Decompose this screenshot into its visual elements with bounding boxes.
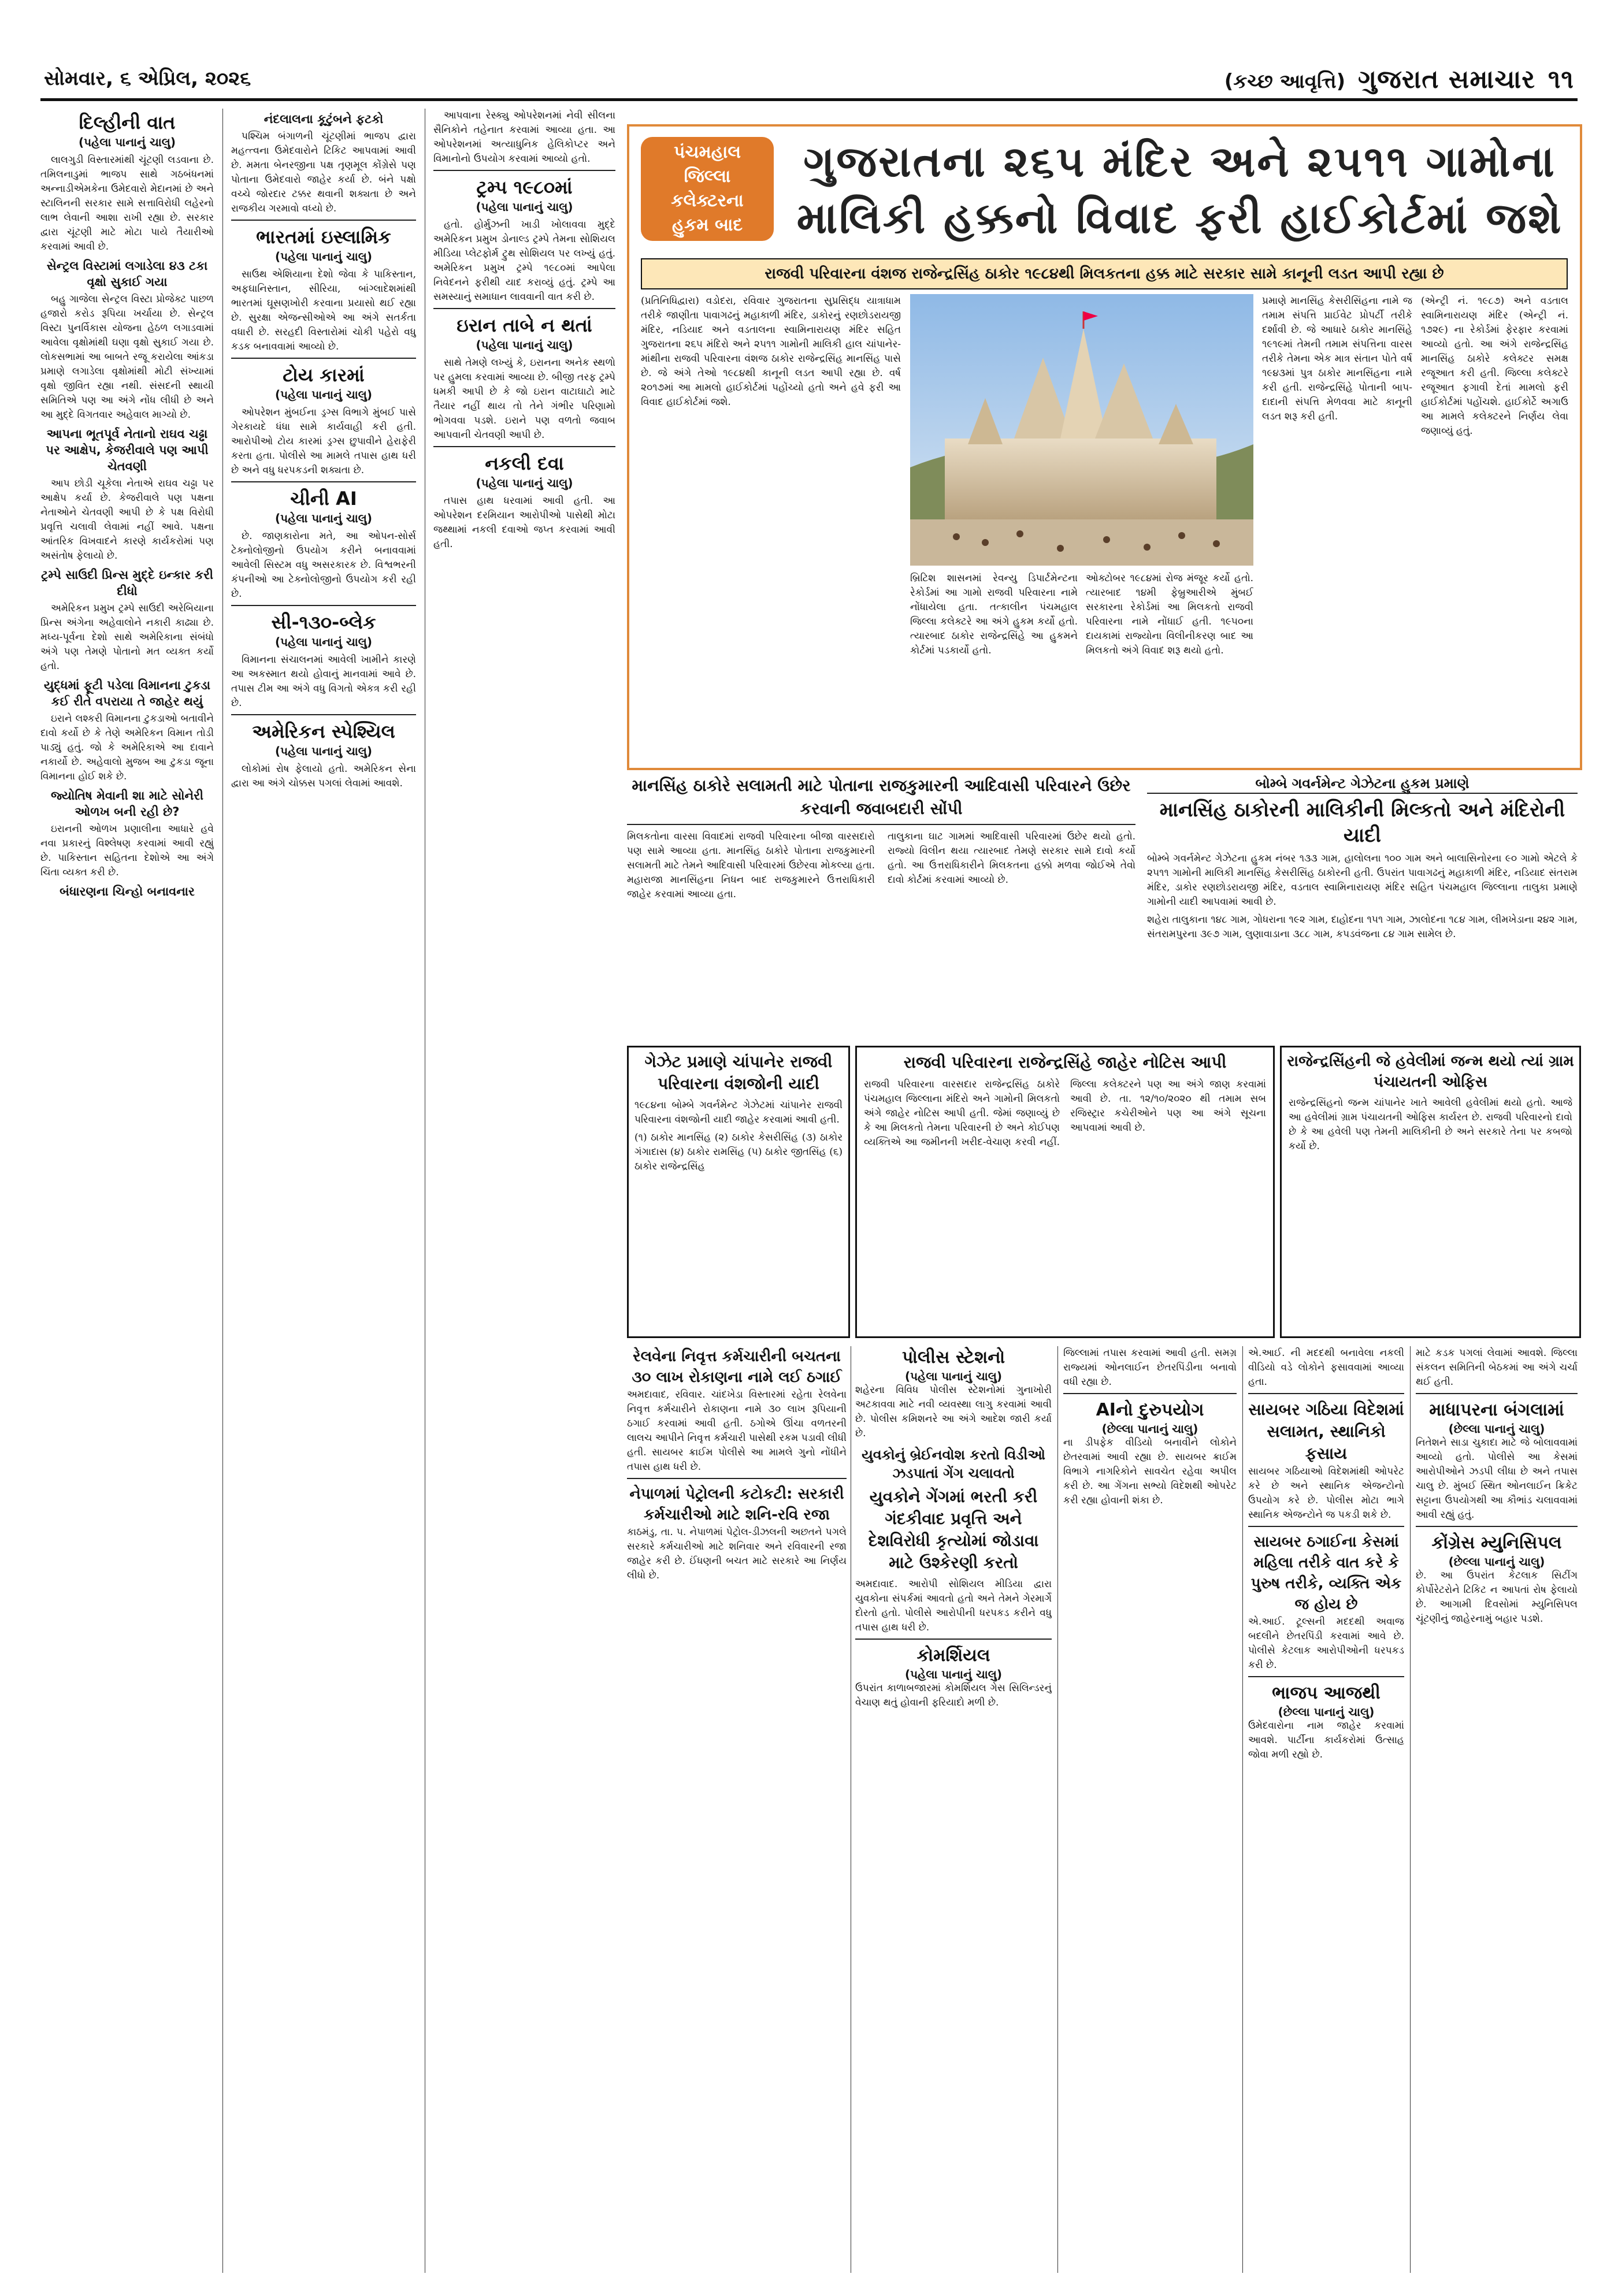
office-box	[1280, 1046, 1581, 1338]
box-text	[1147, 852, 1578, 942]
article-text: ઇરાનની ઓળખ પ્રણાલીના આધારે હવે નવા પ્રકારનું વિશ્લેષણ કરવામાં આવી રહ્યું છે. પાકિસ્તાન સહિતના દેશોએ આ અંગે ચિંતા વ્યક્ત કરી છે.	[40, 823, 214, 878]
divider	[231, 358, 416, 359]
article-text: લાલગુડી વિસ્તારમાંથી ચૂંટણી લડવાના છે. તમિલનાડુમાં ભાજપ સાથે ગઠબંધનમાં અન્નાડીએમકેના ઉમેદવારો મેદાનમાં છે અને સ્ટાલિનની સરકાર સામે સત્તાવિરોધી લહેરનો લાભ લેવાની આશા રાખી રહ્યા છે. સરકાર દ્વારા ચૂંટણી માટે મોટા પાયે તૈયારીઓ કરવામાં આવી છે.	[40, 154, 214, 252]
section-title: પોલીસ સ્ટેશનો	[901, 1347, 1005, 1368]
section-title: AIનો દુરુપયોગ	[1096, 1400, 1204, 1420]
divider	[1416, 1393, 1578, 1394]
lower-column-d	[1248, 1346, 1404, 2273]
article-heading: નેપાળમાં પેટ્રોલની કટોકટી: સરકારી કર્મચારીઓ માટે શનિ-રવિ રજા	[629, 1485, 844, 1524]
box-title: ગેઝેટ પ્રમાણે ચાંપાનેર રાજવી પરિવારના વંશજોની યાદી	[644, 1052, 833, 1093]
section-title: સી-૧૩૦-બ્લેક	[271, 611, 376, 633]
divider	[1248, 1526, 1404, 1527]
continued-label: (પહેલા પાનાનું ચાલુ)	[274, 635, 373, 649]
article-text: પ્રમાણે માનસિંહ કેસરીસિંહના નામે જ તમામ સંપત્તિ પ્રાઈવેટ પ્રોપર્ટી તરીકે દર્શાવી છે. જે આધારે ઠાકોર માનસિંહે ૧૯૧૯માં તેમની તમામ સંપત્તિના વારસ તરીકે તેમના એક માત્ર સંતાન પોતે વર્ષ ૧૯૪૩માં પુત્ર ઠાકોર માનસિંહના નામે કરી હતી. રાજેન્દ્રસિંહે પોતાની બાપ-દાદાની સંપત્તિ મેળવવા માટે કાનૂની લડત શરૂ કરી હતી.	[1262, 295, 1412, 422]
box-text	[1282, 1096, 1579, 1154]
article-heading: યુવકોને ગેંગમાં ભરતી કરી ગંદકીવાદ પ્રવૃત્તિ અને દેશવિરોધી કૃત્યોમાં જોડાવા માટે ઉશ્કેરણી કરતો	[868, 1487, 1039, 1572]
section-title: નકલી દવા	[485, 452, 564, 474]
article-text: આપવાના રેસ્ક્યુ ઓપરેશનમાં નેવી સીલના સૈનિકોને તહેનાત કરવામાં આવ્યા હતા. આ ઓપરેશનમાં અત્યાધુનિક હેલિકોપ્ટર અને વિમાનોનો ઉપયોગ કરવામાં આવ્યો હતો.	[433, 110, 615, 165]
notice-box	[855, 1046, 1275, 1338]
section-title: માધાપરના બંગલામાં	[1429, 1400, 1564, 1420]
continued-label: (છેલ્લા પાનાનું ચાલુ)	[1448, 1555, 1545, 1569]
property-list-box	[1147, 774, 1578, 1034]
article-text: સાયબર ગઠિયાઓ વિદેશમાંથી ઓપરેટ કરે છે અને સ્થાનિક એજન્ટોનો ઉપયોગ કરે છે. પોલીસ મોટા ભાગે સ્થાનિક એજન્ટોને જ પકડી શકે છે.	[1248, 1466, 1404, 1521]
article-heading: જ્યોતિષ મેવાની શા માટે સોનેરી ઓળખ બની રહી છે?	[50, 789, 204, 819]
article-heading: ટ્રમ્પે સાઉદી પ્રિન્સ મુદ્દે ઇન્કાર કરી દીધો	[41, 568, 213, 598]
continued-label: (પહેલા પાનાનું ચાલુ)	[78, 135, 176, 149]
headline-line: ગુજરાતના ૨૬૫ મંદિર અને ૨૫૧૧ ગામોના	[803, 137, 1556, 187]
column-divider	[1410, 1346, 1411, 2273]
article-text: લોકોમાં રોષ ફેલાયો હતો. અમેરિકન સેના દ્વારા આ અંગે ચોક્કસ પગલાં લેવામાં આવશે.	[231, 763, 416, 789]
article-text: અમેરિકન પ્રમુખ ટ્રમ્પે સાઉદી અરેબિયાના પ્રિન્સ અંગેના અહેવાલોને નકારી કાઢ્યા છે. મધ્ય-પૂર્વના દેશો સાથે અમેરિકાના સંબંધો અંગે પણ તેમણે પોતાનો મત વ્યક્ત કર્યો હતો.	[40, 603, 214, 672]
section-title: ટોય કારમાં	[283, 364, 365, 386]
article-text: તપાસ હાથ ધરવામાં આવી હતી. આ ઓપરેશન દરમિયાન આરોપીઓ પાસેથી મોટા જથ્થામાં નકલી દવાઓ જપ્ત કરવામાં આવી હતી.	[433, 495, 615, 550]
article-text: સાથે તેમણે લખ્યું કે, ઇરાનના અનેક સ્થળો પર હુમલા કરવામાં આવ્યા છે. બીજી તરફ ટ્રમ્પે ધમકી આપી છે કે જો ઇરાન વાટાઘાટો માટે તૈયાર નહીં થાય તો તેને ગંભીર પરિણામો ભોગવવા પડશે. ઇરાને પણ વળતો જવાબ આપવાની ચેતવણી આપી છે.	[433, 357, 615, 441]
masthead	[40, 61, 1578, 101]
badge-line: હુકમ બાદ	[671, 215, 743, 235]
section-title: કોમર્શિયલ	[916, 1645, 990, 1666]
article-text: જિલ્લામાં તપાસ કરવામાં આવી હતી. સમગ્ર રાજ્યમાં ઓનલાઈન છેતરપિંડીના બનાવો વધી રહ્યા છે.	[1063, 1347, 1237, 1388]
continued-label: (પહેલા પાનાનું ચાલુ)	[476, 200, 573, 214]
divider	[1063, 1393, 1237, 1394]
continued-label: (પહેલા પાનાનું ચાલુ)	[476, 476, 573, 490]
lead-headline	[791, 133, 1568, 247]
article-heading: રેલવેના નિવૃત્ત કર્મચારીની બચતના ૩૦ લાખ રોકાણના નામે લઈ ઠગાઈ	[632, 1348, 842, 1386]
box-title: રાજવી પરિવારના રાજેન્દ્રસિંહે જાહેર નોટિસ આપી	[903, 1053, 1227, 1072]
article-text: ના ડીપફેક વીડિયો બનાવીને લોકોને છેતરવામાં આવી રહ્યા છે. સાયબર ક્રાઈમ વિભાગે નાગરિકોને સાવચેત રહેવા અપીલ કરી છે. આ ગેંગના સભ્યો વિદેશથી ઓપરેટ કરી રહ્યા હોવાની શંકા છે.	[1063, 1437, 1237, 1506]
badge-line: જિલ્લા	[684, 166, 731, 187]
section-title: અમેરિકન સ્પેશ્યિલ	[252, 720, 395, 742]
article-text: ઓક્ટોબર ૧૯૮૪માં રોજ મંજૂર કર્યો હતો. ત્યારબાદ ૧૪મી ફેબ્રુઆરીએ મુંબઈ સરકારના રેકોર્ડમાં આ મિલકતો રાજવી પરિવારના નામે નોંધાઈ હતી. ૧૯૫૦ના દાયકામાં રાજ્યોના વિલીનીકરણ બાદ આ મિલકતો અંગે વિવાદ શરૂ થયો હતો.	[1086, 573, 1253, 656]
article-text: રાજેન્દ્રસિંહનો જન્મ ચાંપાનેર ખાતે આવેલી હવેલીમાં થયો હતો. આજે આ હવેલીમાં ગ્રામ પંચાયતની ઓફિસ કાર્યરત છે. રાજવી પરિવારનો દાવો છે કે આ હવેલી પણ તેમની માલિકીની છે અને સરકારે તેના પર કબજો કર્યો છે.	[1289, 1097, 1572, 1152]
article-text: એ.આઈ. ની મદદથી બનાવેલા નકલી વીડિયો વડે લોકોને ફસાવવામાં આવ્યા હતા.	[1248, 1347, 1404, 1388]
article-text: બોમ્બે ગવર્નમેન્ટ ગેઝેટના હુકમ નંબર ૧૩૩ ગામ, હાલોલના ૧૦૦ ગામ અને બાલાસિનોરના ૯૦ ગામો એટલે કે ૨૫૧૧ ગામોની માલિકી માનસિંહ કેસરીસિંહ ઠાકોરની હતી. ઉપરાંત પાવાગઢનું મહાકાળી મંદિર, નડિયાદ સંતરામ મંદિર, ડાકોર રણછોડરાયજી મંદિર, વડતાલ સ્વામિનારાયણ મંદિર સહિત પંચમહાલ જિલ્લાના તાલુકા પ્રમાણે ગામોની યાદી આપવામાં આવી છે.	[1147, 853, 1578, 908]
article-heading: નંદલાલના કૂટુંબને ફટકો	[264, 112, 384, 126]
box-text	[857, 1078, 1273, 1150]
box-title: રાજેન્દ્રસિંહની જે હવેલીમાં જન્મ થયો ત્યાં ગ્રામ પંચાયતની ઓફિસ	[1287, 1053, 1574, 1091]
continued-label: (પહેલા પાનાનું ચાલુ)	[274, 250, 373, 263]
divider	[1248, 1393, 1404, 1394]
article-text: હતો. હોર્મુઝની ખાડી ખોલાવવા મુદ્દે અમેરિકન પ્રમુખ ડોનાલ્ડ ટ્રમ્પે તેમના સોશિયલ મીડિયા પ્લેટફોર્મ ટ્રુથ સોશિયલ પર લખ્યું હતું. અમેરિકન પ્રમુખ ટ્રમ્પે ૧૯૮૦માં આપેલા નિવેદનને ફરીથી યાદ કરાવ્યું હતું. ટ્રમ્પે આ સમસ્યાનું સમાધાન લાવવાની વાત કરી છે.	[433, 219, 615, 303]
article-heading: સેન્ટ્રલ વિસ્ટામાં લગાડેલા ૪૩ ટકા વૃક્ષો સુકાઈ ગયા	[46, 259, 208, 289]
divider	[433, 308, 615, 309]
article-text: ૧૯૮૪ના બોમ્બે ગવર્નમેન્ટ ગેઝેટમાં ચાંપાનેર રાજવી પરિવારના વંશજોની યાદી જાહેર કરવામાં આવી હતી.	[634, 1099, 843, 1125]
article-text: આપ છોડી ચૂકેલા નેતાએ રાઘવ ચઢ્ઢા પર આક્ષેપ કર્યા છે. કેજરીવાલે પણ પક્ષના નેતાઓને ચેતવણી આપી છે કે પક્ષ વિરોધી પ્રવૃત્તિ ચલાવી લેવામાં નહીં આવે. પક્ષના આંતરિક વિખવાદને કારણે કાર્યકરોમાં પણ અસંતોષ ફેલાયો છે.	[40, 478, 214, 562]
divider	[1248, 1676, 1404, 1677]
section-title: કોંગ્રેસ મ્યુનિસિપલ	[1431, 1533, 1562, 1553]
article-text: કાઠમંડુ, તા. ૫. નેપાળમાં પેટ્રોલ-ડીઝલની અછતને પગલે સરકારે કર્મચારીઓ માટે શનિવાર અને રવિવારની રજા જાહેર કરી છે. ઈંધણની બચત માટે સરકારે આ નિર્ણય લીધો છે.	[627, 1526, 847, 1581]
paper-title: ગુજરાત સમાચાર	[1358, 65, 1536, 94]
article-text: (૧) ઠાકોર માનસિંહ (૨) ઠાકોર કેસરીસિંહ (૩) ઠાકોર ગંગાદાસ (૪) ઠાકોર રામસિંહ (૫) ઠાકોર જીતસિંહ (૬) ઠાકોર રાજેન્દ્રસિંહ	[634, 1132, 843, 1172]
gazette-box	[627, 1046, 850, 1338]
column-3	[433, 109, 615, 2273]
divider	[433, 170, 615, 171]
box-label: બોમ્બે ગવર્નમેન્ટ ગેઝેટના હુકમ પ્રમાણે	[1147, 774, 1578, 794]
divider	[231, 714, 416, 715]
article-heading: યુદ્ધમાં ફૂટી પડેલા વિમાનના ટુકડા કઈ રીતે વપરાયા તે જાહેર થયું	[43, 678, 211, 708]
box-text	[629, 1098, 848, 1174]
article-text: બહુ ગાજેલા સેન્ટ્રલ વિસ્ટા પ્રોજેક્ટ પાછળ હજારો કરોડ રૂપિયા ખર્ચાયા છે. સેન્ટ્રલ વિસ્ટા પુનર્વિકાસ યોજના હેઠળ લગાડવામાં આવેલા વૃક્ષોમાંથી ઘણા વૃક્ષો સુકાઈ ગયા છે. લોકસભામાં આ બાબતે રજૂ કરાયેલા આંકડા પ્રમાણે લગાડેલા વૃક્ષોમાંથી મોટી સંખ્યામાં વૃક્ષો જીવિત રહ્યા નથી. સંસદની સ્થાયી સમિતિએ પણ આ અંગે નોંધ લીધી છે અને આ મુદ્દે વિગતવાર અહેવાલ માગ્યો છે.	[40, 293, 214, 421]
section-title: ઇરાન તાબે ન થતાં	[457, 314, 592, 336]
column-divider	[222, 109, 223, 2273]
section-title: સાયબર ગઠિયા વિદેશમાં સલામત, સ્થાનિકો ફસાય	[1248, 1400, 1404, 1463]
divider	[231, 481, 416, 482]
section-title: ભારતમાં ઇસ્લામિક	[256, 226, 391, 248]
story-column	[641, 294, 901, 762]
article-text: બ્રિટિશ શાસનમાં રેવન્યુ ડિપાર્ટમેન્ટના રેકોર્ડમાં આ ગામો રાજવી પરિવારના નામે નોંધાયેલા હતા. તત્કાલીન પંચમહાલ જિલ્લા કલેક્ટરે આ અંગે હુકમ કર્યો હતો. ત્યારબાદ ઠાકોર રાજેન્દ્રસિંહે આ હુકમને કોર્ટમાં પડકાર્યો હતો.	[910, 573, 1078, 656]
column-divider	[1242, 1346, 1243, 2273]
sidebar-story	[627, 774, 1135, 1034]
story-badge	[641, 137, 774, 241]
article-text: માટે કડક પગલાં લેવામાં આવશે. જિલ્લા સંકલન સમિતિની બેઠકમાં આ અંગે ચર્ચા થઈ હતી.	[1416, 1347, 1578, 1388]
article-text: ઉપરાંત કાળાબજારમાં કોમર્શિયલ ગેસ સિલિન્ડરનું વેચાણ થતું હોવાની ફરિયાદો મળી છે.	[855, 1682, 1052, 1708]
article-text: છે. જાણકારોના મતે, આ ઓપન-સોર્સ ટેક્નોલોજીનો ઉપયોગ કરીને બનાવવામાં આવેલી સિસ્ટમ વધુ અસરકારક છે. વિશ્વભરની કંપનીઓ આ ટેક્નોલોજીનો ઉપયોગ કરી રહી છે.	[231, 530, 416, 600]
badge-line: પંચમહાલ	[673, 142, 741, 162]
lead-subheadline: રાજવી પરિવારના વંશજ રાજેન્દ્રસિંહ ઠાકોર ૧૯૮૪થી મિલકતના હક્ક માટે સરકાર સામે કાનૂની લડત આપી રહ્યા છે	[641, 258, 1568, 289]
column-2	[231, 109, 416, 2273]
article-text: તાલુકાના ઘાટ ગામમાં આદિવાસી પરિવારમાં ઉછેર થયો હતો. રાજ્યો વિલીન થયા ત્યારબાદ તેમણે સરકાર સામે દાવો કર્યો હતો. આ ઉત્તરાધિકારીને મિલકતના હક્કો મળવા જોઈએ તેવો દાવો કોર્ટમાં કરવામાં આવ્યો છે.	[888, 831, 1135, 886]
article-text: સાઉથ એશિયાના દેશો જેવા કે પાકિસ્તાન, અફઘાનિસ્તાન, સીરિયા, બાંગ્લાદેશમાંથી ભારતમાં ઘૂસણખોરી કરવાના પ્રયાસો થઈ રહ્યા છે. સુરક્ષા એજન્સીઓએ આ અંગે સતર્કતા વધારી છે. સરહદી વિસ્તારોમાં ચોકી પહેરો વધુ કડક બનાવવામાં આવ્યો છે.	[231, 269, 416, 352]
article-heading: આપના ભૂતપૂર્વ નેતાનો રાઘવ ચઢ્ઢા પર આક્ષેપ, કેજરીવાલે પણ આપી ચેતવણી	[46, 427, 209, 473]
article-text: છે. આ ઉપરાંત કેટલાક સિટીંગ કોર્પોરેટરોને ટિકિટ ન આપતાં રોષ ફેલાયો છે. આગામી દિવસોમાં મ્યુનિસિપલ ચૂંટણીનું જાહેરનામું બહાર પડશે.	[1416, 1570, 1578, 1625]
section-title: ચીની AI	[290, 488, 357, 510]
section-title: ભાજપ આજથી	[1272, 1683, 1381, 1703]
article-text: વિમાનના સંચાલનમાં આવેલી ખામીને કારણે આ અકસ્માત થયો હોવાનું માનવામાં આવે છે. તપાસ ટીમ આ અંગે વધુ વિગતો એકત્ર કરી રહી છે.	[231, 654, 416, 709]
headline-line: માલિકી હક્કનો વિવાદ ફરી હાઈકોર્ટમાં જશે	[796, 194, 1563, 243]
article-text: (એન્ટ્રી નં. ૧૯૮૭) અને વડતાલ સ્વામિનારાયણ મંદિર (એન્ટ્રી નં. ૧૭૨૯) ના રેકોર્ડમાં ફેરફાર કરવામાં આવ્યો હતો. આ અંગે રાજેન્દ્રસિંહ માનસિંહ ઠાકોરે કલેક્ટર સમક્ષ રજૂઆત કરી હતી. જિલ્લા કલેક્ટરે રજૂઆત ફગાવી દેતાં મામલો ફરી હાઈકોર્ટમાં પહોંચશે. હાઈકોર્ટે અગાઉ આ મામલે કલેક્ટરને નિર્ણય લેવા જણાવ્યું હતું.	[1421, 295, 1568, 437]
divider	[855, 1639, 1052, 1640]
continued-label: (પહેલા પાનાનું ચાલુ)	[274, 511, 373, 525]
column-divider	[1057, 1346, 1058, 2273]
divider	[433, 446, 615, 447]
article-text: (પ્રતિનિધિદ્વારા) વડોદરા, રવિવાર ગુજરાતના સુપ્રસિદ્ધ યાત્રાધામ તરીકે જાણીતા પાવાગઢનું મહાકાળી મંદિર, ડાકોરનું રણછોડરાયજી મંદિર, નડિયાદ અને વડતાલના સ્વામિનારાયણ મંદિર સહિત ગુજરાતના ૨૬૫ મંદિરો અને ૨૫૧૧ ગામોની માલિકી હાલ ચાંપાનેર-માંથીના રાજવી પરિવારના વંશજ ઠાકોર રાજેન્દ્રસિંહ માનસિંહ પાસે છે. જે અંગે તેઓ ૧૯૮૪થી કાનૂની લડત આપી રહ્યા છે. વર્ષ ૨૦૧૭માં આ મામલો હાઈકોર્ટમાં પહોંચ્યો હતો અને હવે ફરી આ વિવાદ હાઈકોર્ટમાં જશે.	[641, 295, 901, 408]
divider	[231, 220, 416, 221]
article-text: ઉમેદવારોના નામ જાહેર કરવામાં આવશે. પાર્ટીના કાર્યકરોમાં ઉત્સાહ જોવા મળી રહ્યો છે.	[1248, 1720, 1404, 1760]
masthead-right	[1224, 65, 1574, 94]
article-text: શહેરના વિવિધ પોલીસ સ્ટેશનોમાં ગુનાખોરી અટકાવવા માટે નવી વ્યવસ્થા લાગુ કરવામાં આવી છે. પોલીસ કમિશનરે આ અંગે આદેશ જારી કર્યા છે.	[855, 1384, 1052, 1439]
continued-label: (છેલ્લા પાનાનું ચાલુ)	[1448, 1422, 1545, 1436]
section-title: દિલ્હીની વાત	[79, 112, 176, 133]
article-text: મિલકતોના વારસા વિવાદમાં રાજવી પરિવારના બીજા વારસદારો પણ સામે આવ્યા હતા. માનસિંહ ઠાકોરે પોતાના રાજકુમારની સલામતી માટે તેમને આદિવાસી પરિવારમાં ઉછેરવા મોકલ્યા હતા. મહારાજા માનસિંહના નિધન બાદ રાજકુમારને ઉત્તરાધિકારી જાહેર કરવામાં આવ્યા હતા.	[627, 831, 875, 900]
column-1	[40, 109, 214, 2273]
article-text: ઇરાને લશ્કરી વિમાનના ટુકડાઓ બતાવીને દાવો કર્યો છે કે તેણે અમેરિકન વિમાન તોડી પાડ્યું હતું. જો કે અમેરિકાએ આ દાવાને નકાર્યો છે. અહેવાલો મુજબ આ ટુકડા જૂના વિમાનના હોઈ શકે છે.	[40, 713, 214, 782]
article-text: શહેરા તાલુકાના ૧૪૮ ગામ, ગોધરાના ૧૯૨ ગામ, દાહોદના ૧૫૧ ગામ, ઝાલોદના ૧૮૪ ગામ, લીમખેડાના ૨૪૨ ગામ, સંતરામપુરના ૩૯૭ ગામ, લુણાવાડાના ૩૮૮ ગામ, કપડવંજના ૮૪ ગામ સામેલ છે.	[1147, 914, 1578, 940]
divider	[231, 605, 416, 606]
page-number: ૧૧	[1548, 65, 1574, 94]
continued-label: (છેલ્લા પાનાનું ચાલુ)	[1101, 1422, 1198, 1436]
section-title: સાયબર ઠગાઈના કેસમાં મહિલા તરીકે વાત કરે કે પુરુષ તરીકે, વ્યક્તિ એક જ હોય છે	[1250, 1533, 1402, 1613]
edition-label: (કચ્છ આવૃત્તિ)	[1224, 70, 1346, 93]
badge-line: કલેક્ટરના	[671, 191, 744, 211]
story-column	[1421, 294, 1568, 762]
article-text: અમદાવાદ, રવિવાર. ચાંદખેડા વિસ્તારમાં રહેતા રેલવેના નિવૃત્ત કર્મચારીને રોકાણના નામે ૩૦ લાખ રૂપિયાની ઠગાઈ કરવામાં આવી હતી. ઠગોએ ઊંચા વળતરની લાલચ આપીને નિવૃત્ત કર્મચારી પાસેથી રકમ પડાવી લીધી હતી. સાયબર ક્રાઈમ પોલીસે આ મામલે ગુનો નોંધીને તપાસ હાથ ધરી છે.	[627, 1389, 847, 1473]
continued-label: (પહેલા પાનાનું ચાલુ)	[904, 1667, 1003, 1681]
continued-label: (પહેલા પાનાનું ચાલુ)	[274, 744, 373, 758]
article-text: રાજવી પરિવારના વારસદાર રાજેન્દ્રસિંહ ઠાકોરે પંચમહાલ જિલ્લાના મંદિરો અને ગામોની મિલકતો અંગે જાહેર નોટિસ આપી હતી. જેમાં જણાવ્યું છે કે આ મિલકતો તેમના પરિવારની છે અને કોઈપણ વ્યક્તિએ આ જમીનની ખરીદ-વેચાણ કરવી નહીં. જિલ્લા કલેક્ટરને પણ આ અંગે જાણ કરવામાં આવી છે. તા. ૧૨/૧૦/૨૦૨૦ થી તમામ સબ રજિસ્ટ્રાર કચેરીઓને પણ આ અંગે સૂચના આપવામાં આવી છે.	[864, 1079, 1266, 1148]
article-text: નિતેશને સાડા ચુકાદા માટે જે બોલાવવામાં આવ્યો હતો. પોલીસે આ કેસમાં આરોપીઓને ઝડપી લીધા છે અને તપાસ ચાલુ છે. મુંબઈ સ્થિત ઓનલાઈન ક્રિકેટ સટ્ટાના ઉપયોગથી આ કૌભાંડ ચલાવવામાં આવી રહ્યું હતું.	[1416, 1437, 1578, 1521]
continued-label: (છેલ્લા પાનાનું ચાલુ)	[1278, 1705, 1375, 1719]
story-column	[1262, 294, 1412, 762]
article-text: એ.આઈ. ટૂલ્સની મદદથી અવાજ બદલીને છેતરપિંડી કરવામાં આવે છે. પોલીસે કેટલાક આરોપીઓની ધરપકડ કરી છે.	[1248, 1616, 1404, 1671]
lower-column-a	[627, 1346, 847, 2273]
story-column	[1086, 571, 1253, 762]
lower-column-b	[855, 1346, 1052, 2273]
article-text: ઓપરેશન મુંબઈના ડ્રગ્સ વિભાગે મુંબઈ પાસે ગેરકાયદે ધંધા સામે કાર્યવાહી કરી હતી. આરોપીઓ ટોય કારમાં ડ્રગ્સ છુપાવીને હેરાફેરી કરતા હતા. પોલીસે આ મામલે તપાસ હાથ ધરી છે અને વધુ ધરપકડની શક્યતા છે.	[231, 407, 416, 476]
section-title: ટ્રમ્પ ૧૯૮૦માં	[476, 176, 573, 198]
divider	[1416, 1526, 1578, 1527]
divider	[627, 1478, 847, 1479]
continued-label: (પહેલા પાનાનું ચાલુ)	[274, 388, 373, 402]
box-title: માનસિંહ ઠાકોરે સલામતી માટે પોતાના રાજકુમારની આદિવાસી પરિવારને ઉછેર કરવાની જવાબદારી સોંપી	[627, 774, 1135, 825]
box-text	[627, 830, 1135, 902]
article-text: પશ્ચિમ બંગાળની ચૂંટણીમાં ભાજપ દ્વારા મહત્ત્વના ઉમેદવારોને ટિકિટ આપવામાં આવી છે. મમતા બેનરજીના પક્ષ તૃણમૂલ કોંગ્રેસે પણ પોતાના ઉમેદવારો જાહેર કર્યા છે. બંને પક્ષો વચ્ચે જોરદાર ટક્કર થવાની શક્યતા છે અને રાજકીય ગરમાવો વધ્યો છે.	[231, 131, 416, 214]
lower-column-c	[1063, 1346, 1237, 2273]
temple-photo	[910, 294, 1253, 566]
continued-label: (પહેલા પાનાનું ચાલુ)	[904, 1369, 1003, 1383]
lower-column-e	[1416, 1346, 1578, 2273]
article-heading: યુવકોનું બ્રેઈનવોશ કરતો વિડીઓ ઝડપાતાં ગેંગ ચલાવતો	[862, 1447, 1045, 1481]
continued-label: (પહેલા પાનાનું ચાલુ)	[476, 338, 573, 352]
issue-date: સોમવાર, ૬ એપ્રિલ, ૨૦૨૬	[44, 67, 251, 90]
story-column	[910, 571, 1078, 762]
article-text: અમદાવાદ. આરોપી સોશિયલ મીડિયા દ્વારા યુવકોના સંપર્કમાં આવતો હતો અને તેમને ગેરમાર્ગે દોરતો હતો. પોલીસે આરોપીની ધરપકડ કરીને વધુ તપાસ હાથ ધરી છે.	[855, 1578, 1052, 1633]
box-title: માનસિંહ ઠાકોરની માલિકીની મિલ્કતો અને મંદિરોની યાદી	[1159, 798, 1565, 847]
article-heading: બંધારણના ચિન્હો બનાવનાર	[60, 885, 195, 898]
lead-story	[627, 124, 1582, 770]
